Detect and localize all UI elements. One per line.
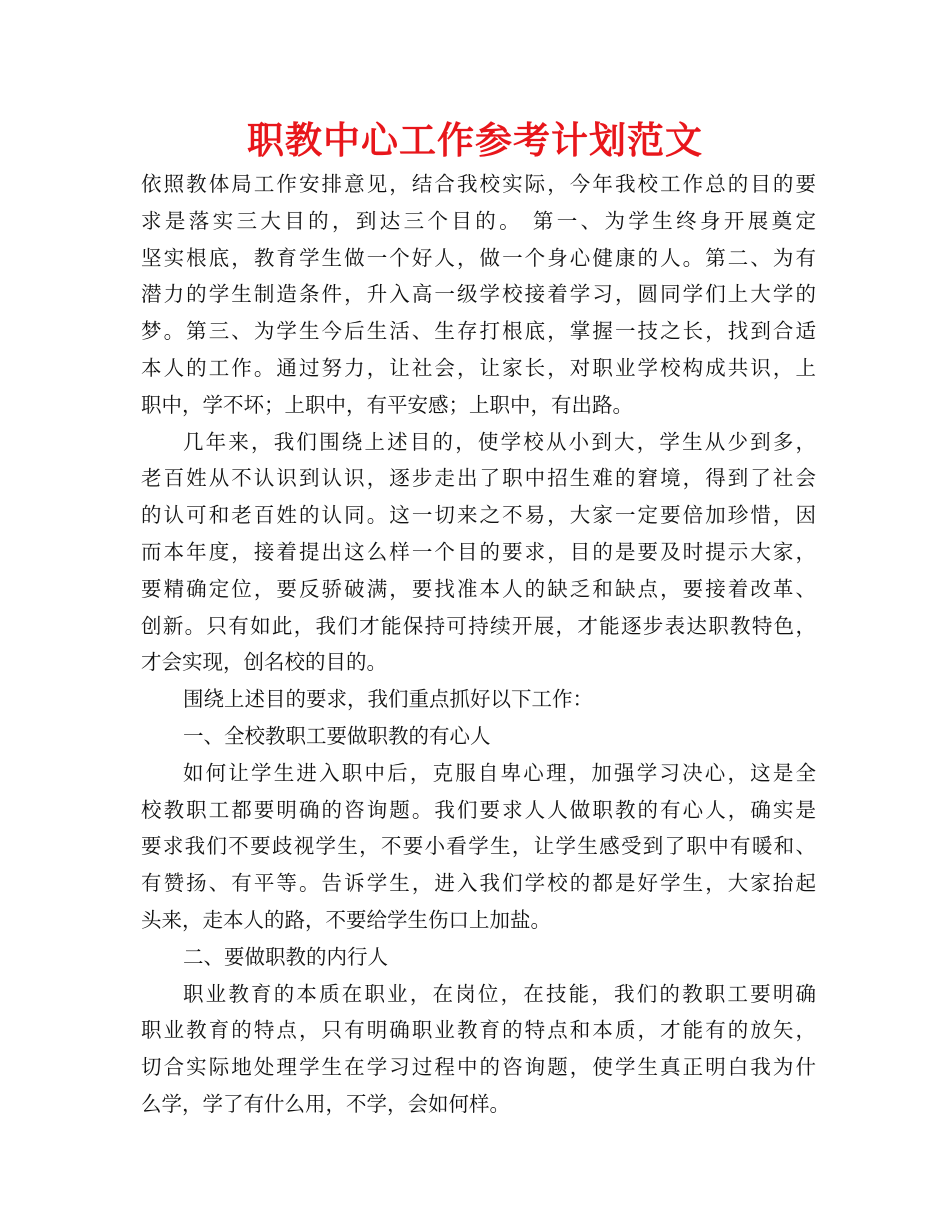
paragraph-line: 要求我们不要歧视学生，不要小看学生，让学生感受到了职中有暖和、 xyxy=(141,834,816,859)
paragraph-line: 而本年度，接着提出这么样一个目的要求，目的是要及时提示大家， xyxy=(141,539,816,564)
paragraph-line: 几年来，我们围绕上述目的，使学校从小到大，学生从少到多， xyxy=(183,429,816,454)
paragraph-line: 头来，走本人的路，不要给学生伤口上加盐。 xyxy=(141,907,551,932)
paragraph-line: 求是落实三大目的，到达三个目的。 第一、为学生终身开展奠定 xyxy=(141,208,816,233)
document-title: 职教中心工作参考计划范文 xyxy=(247,119,703,162)
paragraph-line: 创新。只有如此，我们才能保持可持续开展，才能逐步表达职教特色， xyxy=(141,613,816,638)
paragraph-line: 依照教体局工作安排意见，结合我校实际，今年我校工作总的目的要 xyxy=(141,172,816,196)
paragraph-line: 梦。第三、为学生今后生活、生存打根底，掌握一技之长，找到合适 xyxy=(141,319,816,344)
paragraph-line: 一、全校教职工要做职教的有心人 xyxy=(183,723,491,748)
paragraph-line: 二、要做职教的内行人 xyxy=(183,944,388,969)
paragraph-line: 如何让学生进入职中后，克服自卑心理，加强学习决心，这是全 xyxy=(183,760,816,785)
paragraph-line: 的认可和老百姓的认同。这一切来之不易，大家一定要倍加珍惜，因 xyxy=(141,503,816,528)
document-body xyxy=(141,166,816,1123)
paragraph-line: 围绕上述目的要求，我们重点抓好以下工作： xyxy=(183,687,593,712)
paragraph-line: 切合实际地处理学生在学习过程中的咨询题，使学生真正明白我为什 xyxy=(141,1055,816,1080)
paragraph-line: 么学，学了有什么用，不学，会如何样。 xyxy=(141,1091,510,1116)
paragraph-line: 本人的工作。通过努力，让社会，让家长，对职业学校构成共识，上 xyxy=(141,355,816,380)
paragraph-line: 职业教育的本质在职业，在岗位，在技能，我们的教职工要明确 xyxy=(183,981,816,1006)
paragraph-line: 老百姓从不认识到认识，逐步走出了职中招生难的窘境，得到了社会 xyxy=(141,466,816,491)
paragraph-line: 有赞扬、有平等。告诉学生，进入我们学校的都是好学生，大家抬起 xyxy=(141,871,816,896)
paragraph-line: 要精确定位，要反骄破满，要找准本人的缺乏和缺点，要接着改革、 xyxy=(141,576,816,601)
paragraph-line: 才会实现，创名校的目的。 xyxy=(141,650,387,675)
paragraph-line: 潜力的学生制造条件，升入高一级学校接着学习，圆同学们上大学的 xyxy=(141,282,816,307)
paragraph-line: 坚实根底，教育学生做一个好人，做一个身心健康的人。第二、为有 xyxy=(141,245,816,270)
paragraph-line: 校教职工都要明确的咨询题。我们要求人人做职教的有心人，确实是 xyxy=(141,797,816,822)
paragraph-line: 职业教育的特点，只有明确职业教育的特点和本质，才能有的放矢， xyxy=(141,1018,816,1043)
paragraph-line: 职中，学不坏；上职中，有平安感；上职中，有出路。 xyxy=(141,392,633,417)
